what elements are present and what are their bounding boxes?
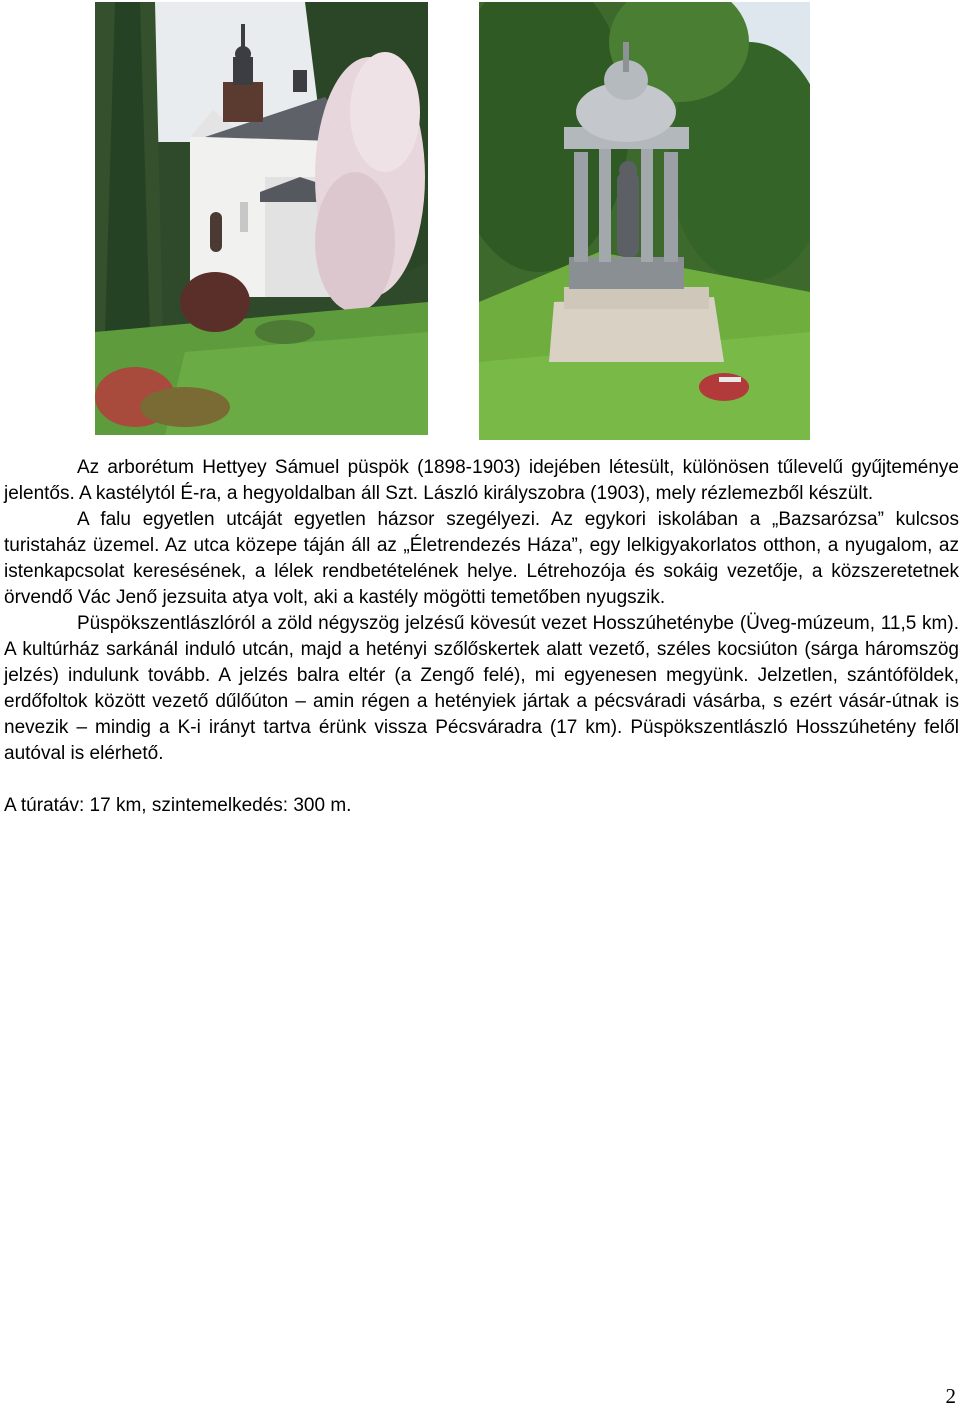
tour-summary: A túratáv: 17 km, szintemelkedés: 300 m. [4,795,352,816]
chapel-photo [95,2,428,435]
paragraph-spacer [4,767,959,793]
page-number: 2 [945,1384,956,1408]
body-text [4,455,959,819]
paragraph-route: Püspökszentlászlóról a zöld négyszög jelzésű kövesút vezet Hosszúheténybe (Üveg-múzeum, 11,5 km). A kultúrház sarkánál induló utcán, majd a hetényi szőlőskertek alatt vezető, széles kocsiúton (sárga háromszög jelzés) indulunk tovább. A jelzés balra eltér (a Zengő felé), mi egyenesen megyünk. Jelzetlen, szántóföldek, erdőfoltok között vezető dűlőúton – amin régen a hetényiek jártak a pécsváradi vásárba, s ezért vásár-útnak is nevezik – mindig a K-i irányt tartva érünk vissza Pécsváradra (17 km). Püspökszentlászló Hosszúhetény felől autóval is elérhető. [4,613,959,764]
statue-shrine-photo [479,2,810,440]
paragraph-village: A falu egyetlen utcáját egyetlen házsor szegélyezi. Az egykori iskolában a „Bazsarózsa” kulcsos turistaház üzemel. Az utca közepe táján áll az „Életrendezés Háza”, egy lelkigyakorlatos otthon, a nyugalom, az istenkapcsolat keresésének, a lélek rendbetételének helye. Létrehozója és sokáig vezetője, a közszeretetnek örvendő Vác Jenő jezsuita atya volt, aki a kastély mögötti temetőben nyugszik. [4,509,959,608]
chapel-photo-icon [95,2,428,435]
paragraph-arboretum: Az arborétum Hettyey Sámuel püspök (1898-1903) idejében létesült, különösen tűlevelű gyűjteménye jelentős. A kastélytól É-ra, a hegyoldalban áll Szt. László királyszobra (1903), mely rézlemezből készült. [4,457,959,504]
statue-shrine-photo-icon [479,2,810,440]
